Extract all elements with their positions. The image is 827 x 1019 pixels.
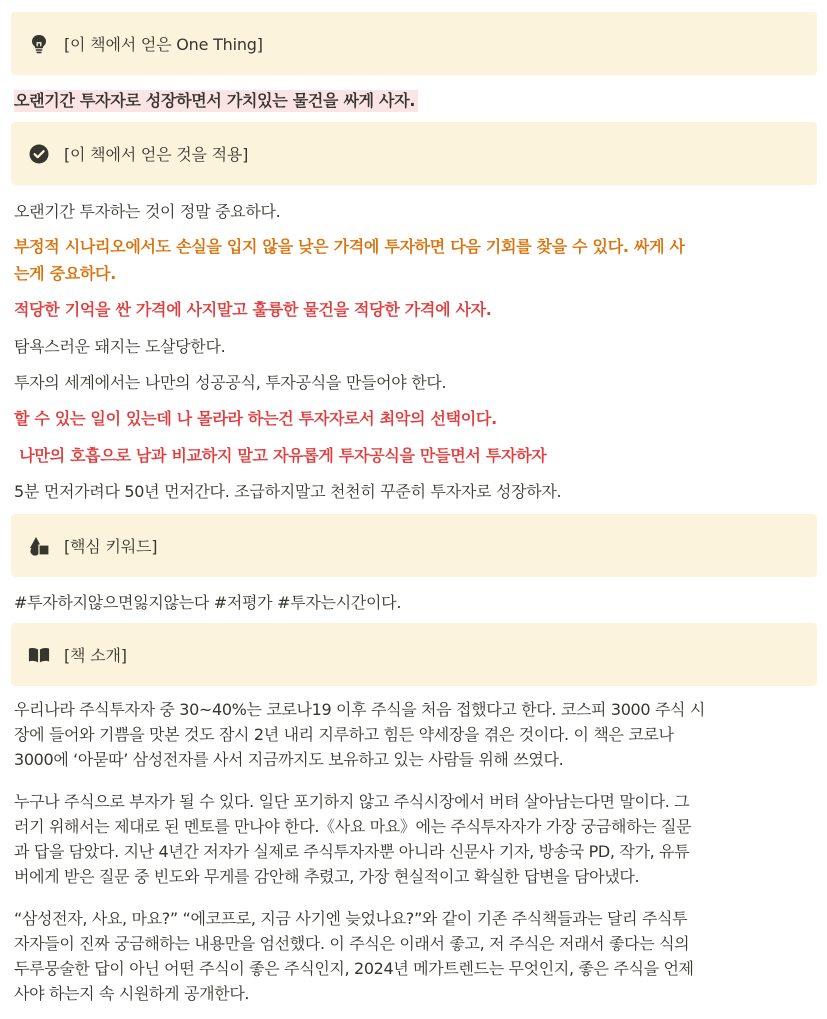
apply-line-1: 오랜기간 투자하는 것이 정말 중요하다. <box>14 202 281 221</box>
paragraph-line: 자자들이 진짜 궁금해하는 내용만을 엄선했다. 이 주식은 이래서 좋고, 저 주식은 저래서 좋다는 식의 <box>14 934 690 953</box>
keywords-text: #투자하지않으면잃지않는다 #저평가 #투자는시간이다. <box>14 593 402 612</box>
callout-title: [핵심 키워드] <box>64 537 158 556</box>
callout-apply <box>11 122 817 185</box>
paragraph-line: 3000에 ‘아묻따’ 삼성전자를 사서 지금까지도 보유하고 있는 사람들 위해 쓰였다. <box>14 750 564 769</box>
one-thing-summary <box>14 88 418 111</box>
paragraph-line: 두루뭉술한 답이 아닌 어떤 주식이 좋은 주식인지, 2024년 메가트렌드는 무엇인지, 좋은 주식을 언제 <box>14 959 694 978</box>
highlighted-summary: 오랜기간 투자자로 성장하면서 가치있는 물건을 싸게 사자. <box>14 90 418 112</box>
paragraph-line: 사야 하는지 속 시원하게 공개한다. <box>14 984 250 1003</box>
paragraph-line: 우리나라 주식투자자 중 30~40%는 코로나19 이후 주식을 처음 접했다고 한다. 코스피 3000 주식 시 <box>14 700 706 719</box>
paragraph-line: 버에게 받은 질문 중 빈도와 무게를 감안해 추렸고, 가장 현실적이고 확실한 답변을 담아냈다. <box>14 867 640 886</box>
check-circle-icon <box>28 143 50 165</box>
apply-line-4: 탐욕스러운 돼지는 도살당한다. <box>14 337 226 356</box>
apply-line-3: 적당한 기억을 싼 가격에 사지말고 훌륭한 물건을 적당한 가격에 사자. <box>14 300 492 319</box>
apply-line-5: 투자의 세계에서는 나만의 성공공식, 투자공식을 만들어야 한다. <box>14 373 447 392</box>
paragraph-line: “삼성전자, 사요, 마요?” “에코프로, 지금 사기엔 늦었나요?”와 같이 기존 주식책들과는 달리 주식투 <box>14 909 688 928</box>
intro-paragraph-2 <box>14 789 814 889</box>
apply-line-2: 부정적 시나리오에서도 손실을 입지 않을 낮은 가격에 투자하면 다음 기회를 찾을 수 있다. 싸게 사 <box>14 237 685 256</box>
callout-title: [이 책에서 얻은 것을 적용] <box>64 145 249 164</box>
callout-title: [책 소개] <box>64 646 127 665</box>
paragraph-line: 과 답을 담았다. 지난 4년간 저자가 실제로 주식투자자뿐 아니라 신문사 기자, 방송국 PD, 작가, 유튜 <box>14 842 690 861</box>
paragraph-line: 러기 위해서는 제대로 된 멘토를 만나야 한다.《사요 마요》에는 주식투자자가 가장 궁금해하는 질문 <box>14 817 692 836</box>
intro-paragraph-3 <box>14 906 814 1006</box>
lightbulb-icon <box>28 33 50 55</box>
paragraph-line: 장에 들어와 기쁨을 맛본 것도 잠시 2년 내리 지루하고 힘든 약세장을 겪은 것이다. 이 책은 코로나 <box>14 725 674 744</box>
callout-keywords <box>11 514 817 577</box>
shapes-icon <box>28 535 50 557</box>
callout-title: [이 책에서 얻은 One Thing] <box>64 35 263 54</box>
callout-book-intro <box>11 623 817 686</box>
callout-one-thing <box>11 12 817 75</box>
apply-line-6: 할 수 있는 일이 있는데 나 몰라라 하는건 투자자로서 최악의 선택이다. <box>14 409 497 428</box>
paragraph-line: 누구나 주식으로 부자가 될 수 있다. 일단 포기하지 않고 주식시장에서 버텨 살아남는다면 말이다. 그 <box>14 792 690 811</box>
intro-paragraph-1 <box>14 697 814 772</box>
apply-line-2-cont: 는게 중요하다. <box>14 264 116 283</box>
book-icon <box>28 644 50 666</box>
apply-line-8: 5분 먼저가려다 50년 먼저간다. 조급하지말고 천천히 꾸준히 투자자로 성장하자. <box>14 482 562 501</box>
apply-line-7: 나만의 호흡으로 남과 비교하지 말고 자유롭게 투자공식을 만들면서 투자하자 <box>14 446 547 465</box>
